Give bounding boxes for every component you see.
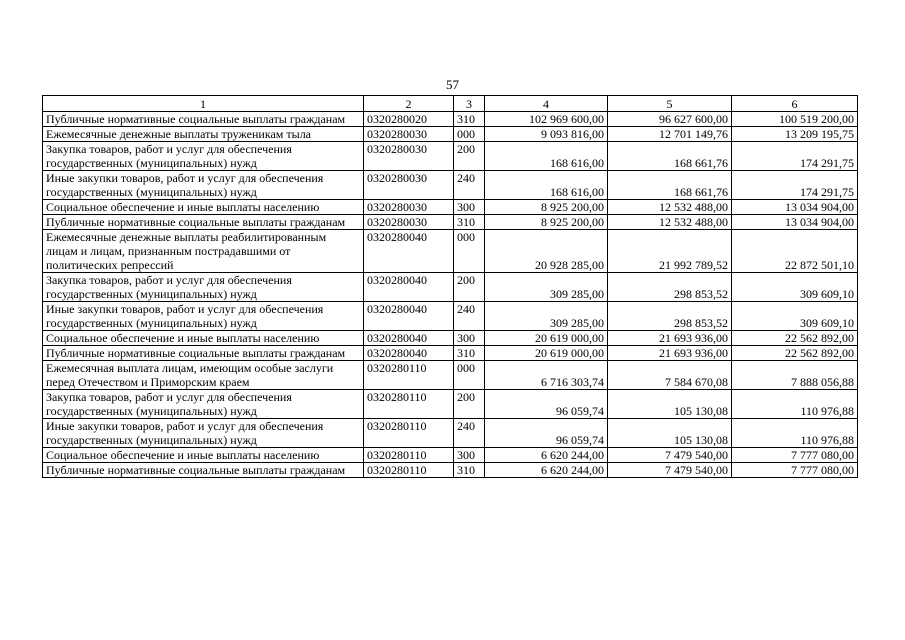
amount-col6-cell: 13 209 195,75 xyxy=(732,127,858,142)
target-code-cell: 0320280030 xyxy=(364,127,454,142)
amount-col5-cell: 7 479 540,00 xyxy=(608,448,732,463)
expense-type-cell: 300 xyxy=(454,448,485,463)
amount-col5-cell: 21 693 936,00 xyxy=(608,346,732,361)
table-row xyxy=(43,112,858,127)
amount-col6-cell: 22 562 892,00 xyxy=(732,346,858,361)
table-row xyxy=(43,142,858,171)
target-code-cell: 0320280110 xyxy=(364,419,454,448)
target-code-cell: 0320280040 xyxy=(364,302,454,331)
amount-col6-cell: 100 519 200,00 xyxy=(732,112,858,127)
table-row xyxy=(43,463,858,478)
amount-col4-cell: 102 969 600,00 xyxy=(485,112,608,127)
expense-type-cell: 200 xyxy=(454,390,485,419)
target-code-cell: 0320280040 xyxy=(364,230,454,273)
expense-type-cell: 200 xyxy=(454,142,485,171)
column-number: 6 xyxy=(732,96,858,112)
table-row xyxy=(43,230,858,273)
expense-type-cell: 240 xyxy=(454,171,485,200)
expense-name-cell: Социальное обеспечение и иные выплаты населению xyxy=(43,448,364,463)
table-row xyxy=(43,273,858,302)
expense-type-cell: 300 xyxy=(454,200,485,215)
amount-col4-cell: 168 616,00 xyxy=(485,171,608,200)
expense-type-cell: 000 xyxy=(454,127,485,142)
amount-col6-cell: 110 976,88 xyxy=(732,390,858,419)
amount-col6-cell: 22 872 501,10 xyxy=(732,230,858,273)
expense-name-cell: Закупка товаров, работ и услуг для обеспечения государственных (муниципальных) нужд xyxy=(43,142,364,171)
target-code-cell: 0320280110 xyxy=(364,463,454,478)
target-code-cell: 0320280040 xyxy=(364,273,454,302)
column-number: 4 xyxy=(485,96,608,112)
amount-col5-cell: 12 532 488,00 xyxy=(608,215,732,230)
column-number: 5 xyxy=(608,96,732,112)
target-code-cell: 0320280030 xyxy=(364,200,454,215)
table-row xyxy=(43,215,858,230)
expense-name-cell: Ежемесячные денежные выплаты реабилитированным лицам и лицам, признанным пострадавшими от политических репрессий xyxy=(43,230,364,273)
amount-col5-cell: 298 853,52 xyxy=(608,273,732,302)
expense-name-cell: Публичные нормативные социальные выплаты гражданам xyxy=(43,346,364,361)
expense-type-cell: 300 xyxy=(454,331,485,346)
amount-col6-cell: 7 888 056,88 xyxy=(732,361,858,390)
amount-col6-cell: 13 034 904,00 xyxy=(732,215,858,230)
amount-col5-cell: 96 627 600,00 xyxy=(608,112,732,127)
expense-type-cell: 000 xyxy=(454,361,485,390)
budget-table xyxy=(42,95,858,478)
column-number: 2 xyxy=(364,96,454,112)
table-row xyxy=(43,361,858,390)
amount-col5-cell: 168 661,76 xyxy=(608,171,732,200)
table-row xyxy=(43,331,858,346)
target-code-cell: 0320280110 xyxy=(364,448,454,463)
amount-col4-cell: 96 059,74 xyxy=(485,419,608,448)
target-code-cell: 0320280110 xyxy=(364,390,454,419)
amount-col4-cell: 309 285,00 xyxy=(485,302,608,331)
target-code-cell: 0320280020 xyxy=(364,112,454,127)
amount-col6-cell: 174 291,75 xyxy=(732,171,858,200)
amount-col5-cell: 105 130,08 xyxy=(608,419,732,448)
amount-col4-cell: 20 619 000,00 xyxy=(485,331,608,346)
target-code-cell: 0320280030 xyxy=(364,215,454,230)
target-code-cell: 0320280110 xyxy=(364,361,454,390)
amount-col5-cell: 21 992 789,52 xyxy=(608,230,732,273)
table-body xyxy=(43,96,858,478)
amount-col5-cell: 12 701 149,76 xyxy=(608,127,732,142)
amount-col4-cell: 6 620 244,00 xyxy=(485,448,608,463)
amount-col4-cell: 20 619 000,00 xyxy=(485,346,608,361)
expense-type-cell: 200 xyxy=(454,273,485,302)
amount-col4-cell: 8 925 200,00 xyxy=(485,200,608,215)
table-row xyxy=(43,171,858,200)
amount-col6-cell: 174 291,75 xyxy=(732,142,858,171)
column-number-row xyxy=(43,96,858,112)
column-number: 3 xyxy=(454,96,485,112)
table-row xyxy=(43,390,858,419)
table-row xyxy=(43,346,858,361)
amount-col4-cell: 6 716 303,74 xyxy=(485,361,608,390)
expense-type-cell: 240 xyxy=(454,419,485,448)
amount-col5-cell: 298 853,52 xyxy=(608,302,732,331)
amount-col5-cell: 21 693 936,00 xyxy=(608,331,732,346)
expense-name-cell: Закупка товаров, работ и услуг для обеспечения государственных (муниципальных) нужд xyxy=(43,390,364,419)
expense-name-cell: Публичные нормативные социальные выплаты гражданам xyxy=(43,463,364,478)
page-number: 57 xyxy=(446,77,459,92)
expense-type-cell: 310 xyxy=(454,215,485,230)
amount-col5-cell: 12 532 488,00 xyxy=(608,200,732,215)
expense-name-cell: Иные закупки товаров, работ и услуг для обеспечения государственных (муниципальных) нужд xyxy=(43,302,364,331)
amount-col4-cell: 96 059,74 xyxy=(485,390,608,419)
column-number: 1 xyxy=(43,96,364,112)
target-code-cell: 0320280030 xyxy=(364,142,454,171)
amount-col4-cell: 6 620 244,00 xyxy=(485,463,608,478)
table-row xyxy=(43,127,858,142)
amount-col6-cell: 7 777 080,00 xyxy=(732,463,858,478)
expense-name-cell: Иные закупки товаров, работ и услуг для обеспечения государственных (муниципальных) нужд xyxy=(43,419,364,448)
expense-name-cell: Закупка товаров, работ и услуг для обеспечения государственных (муниципальных) нужд xyxy=(43,273,364,302)
table-row xyxy=(43,302,858,331)
amount-col6-cell: 309 609,10 xyxy=(732,273,858,302)
target-code-cell: 0320280030 xyxy=(364,171,454,200)
amount-col5-cell: 7 479 540,00 xyxy=(608,463,732,478)
expense-name-cell: Публичные нормативные социальные выплаты гражданам xyxy=(43,215,364,230)
amount-col6-cell: 22 562 892,00 xyxy=(732,331,858,346)
amount-col6-cell: 13 034 904,00 xyxy=(732,200,858,215)
amount-col4-cell: 9 093 816,00 xyxy=(485,127,608,142)
target-code-cell: 0320280040 xyxy=(364,331,454,346)
table-row xyxy=(43,200,858,215)
amount-col6-cell: 309 609,10 xyxy=(732,302,858,331)
expense-name-cell: Иные закупки товаров, работ и услуг для обеспечения государственных (муниципальных) нужд xyxy=(43,171,364,200)
expense-type-cell: 000 xyxy=(454,230,485,273)
expense-name-cell: Социальное обеспечение и иные выплаты населению xyxy=(43,200,364,215)
expense-name-cell: Ежемесячная выплата лицам, имеющим особые заслуги перед Отечеством и Приморским краем xyxy=(43,361,364,390)
expense-type-cell: 310 xyxy=(454,112,485,127)
expense-type-cell: 240 xyxy=(454,302,485,331)
amount-col5-cell: 168 661,76 xyxy=(608,142,732,171)
amount-col6-cell: 7 777 080,00 xyxy=(732,448,858,463)
target-code-cell: 0320280040 xyxy=(364,346,454,361)
amount-col4-cell: 8 925 200,00 xyxy=(485,215,608,230)
amount-col5-cell: 105 130,08 xyxy=(608,390,732,419)
expense-name-cell: Публичные нормативные социальные выплаты гражданам xyxy=(43,112,364,127)
expense-name-cell: Ежемесячные денежные выплаты труженикам тыла xyxy=(43,127,364,142)
table-row xyxy=(43,448,858,463)
amount-col4-cell: 20 928 285,00 xyxy=(485,230,608,273)
amount-col4-cell: 309 285,00 xyxy=(485,273,608,302)
amount-col6-cell: 110 976,88 xyxy=(732,419,858,448)
table-row xyxy=(43,419,858,448)
expense-type-cell: 310 xyxy=(454,463,485,478)
amount-col4-cell: 168 616,00 xyxy=(485,142,608,171)
expense-name-cell: Социальное обеспечение и иные выплаты населению xyxy=(43,331,364,346)
amount-col5-cell: 7 584 670,08 xyxy=(608,361,732,390)
expense-type-cell: 310 xyxy=(454,346,485,361)
